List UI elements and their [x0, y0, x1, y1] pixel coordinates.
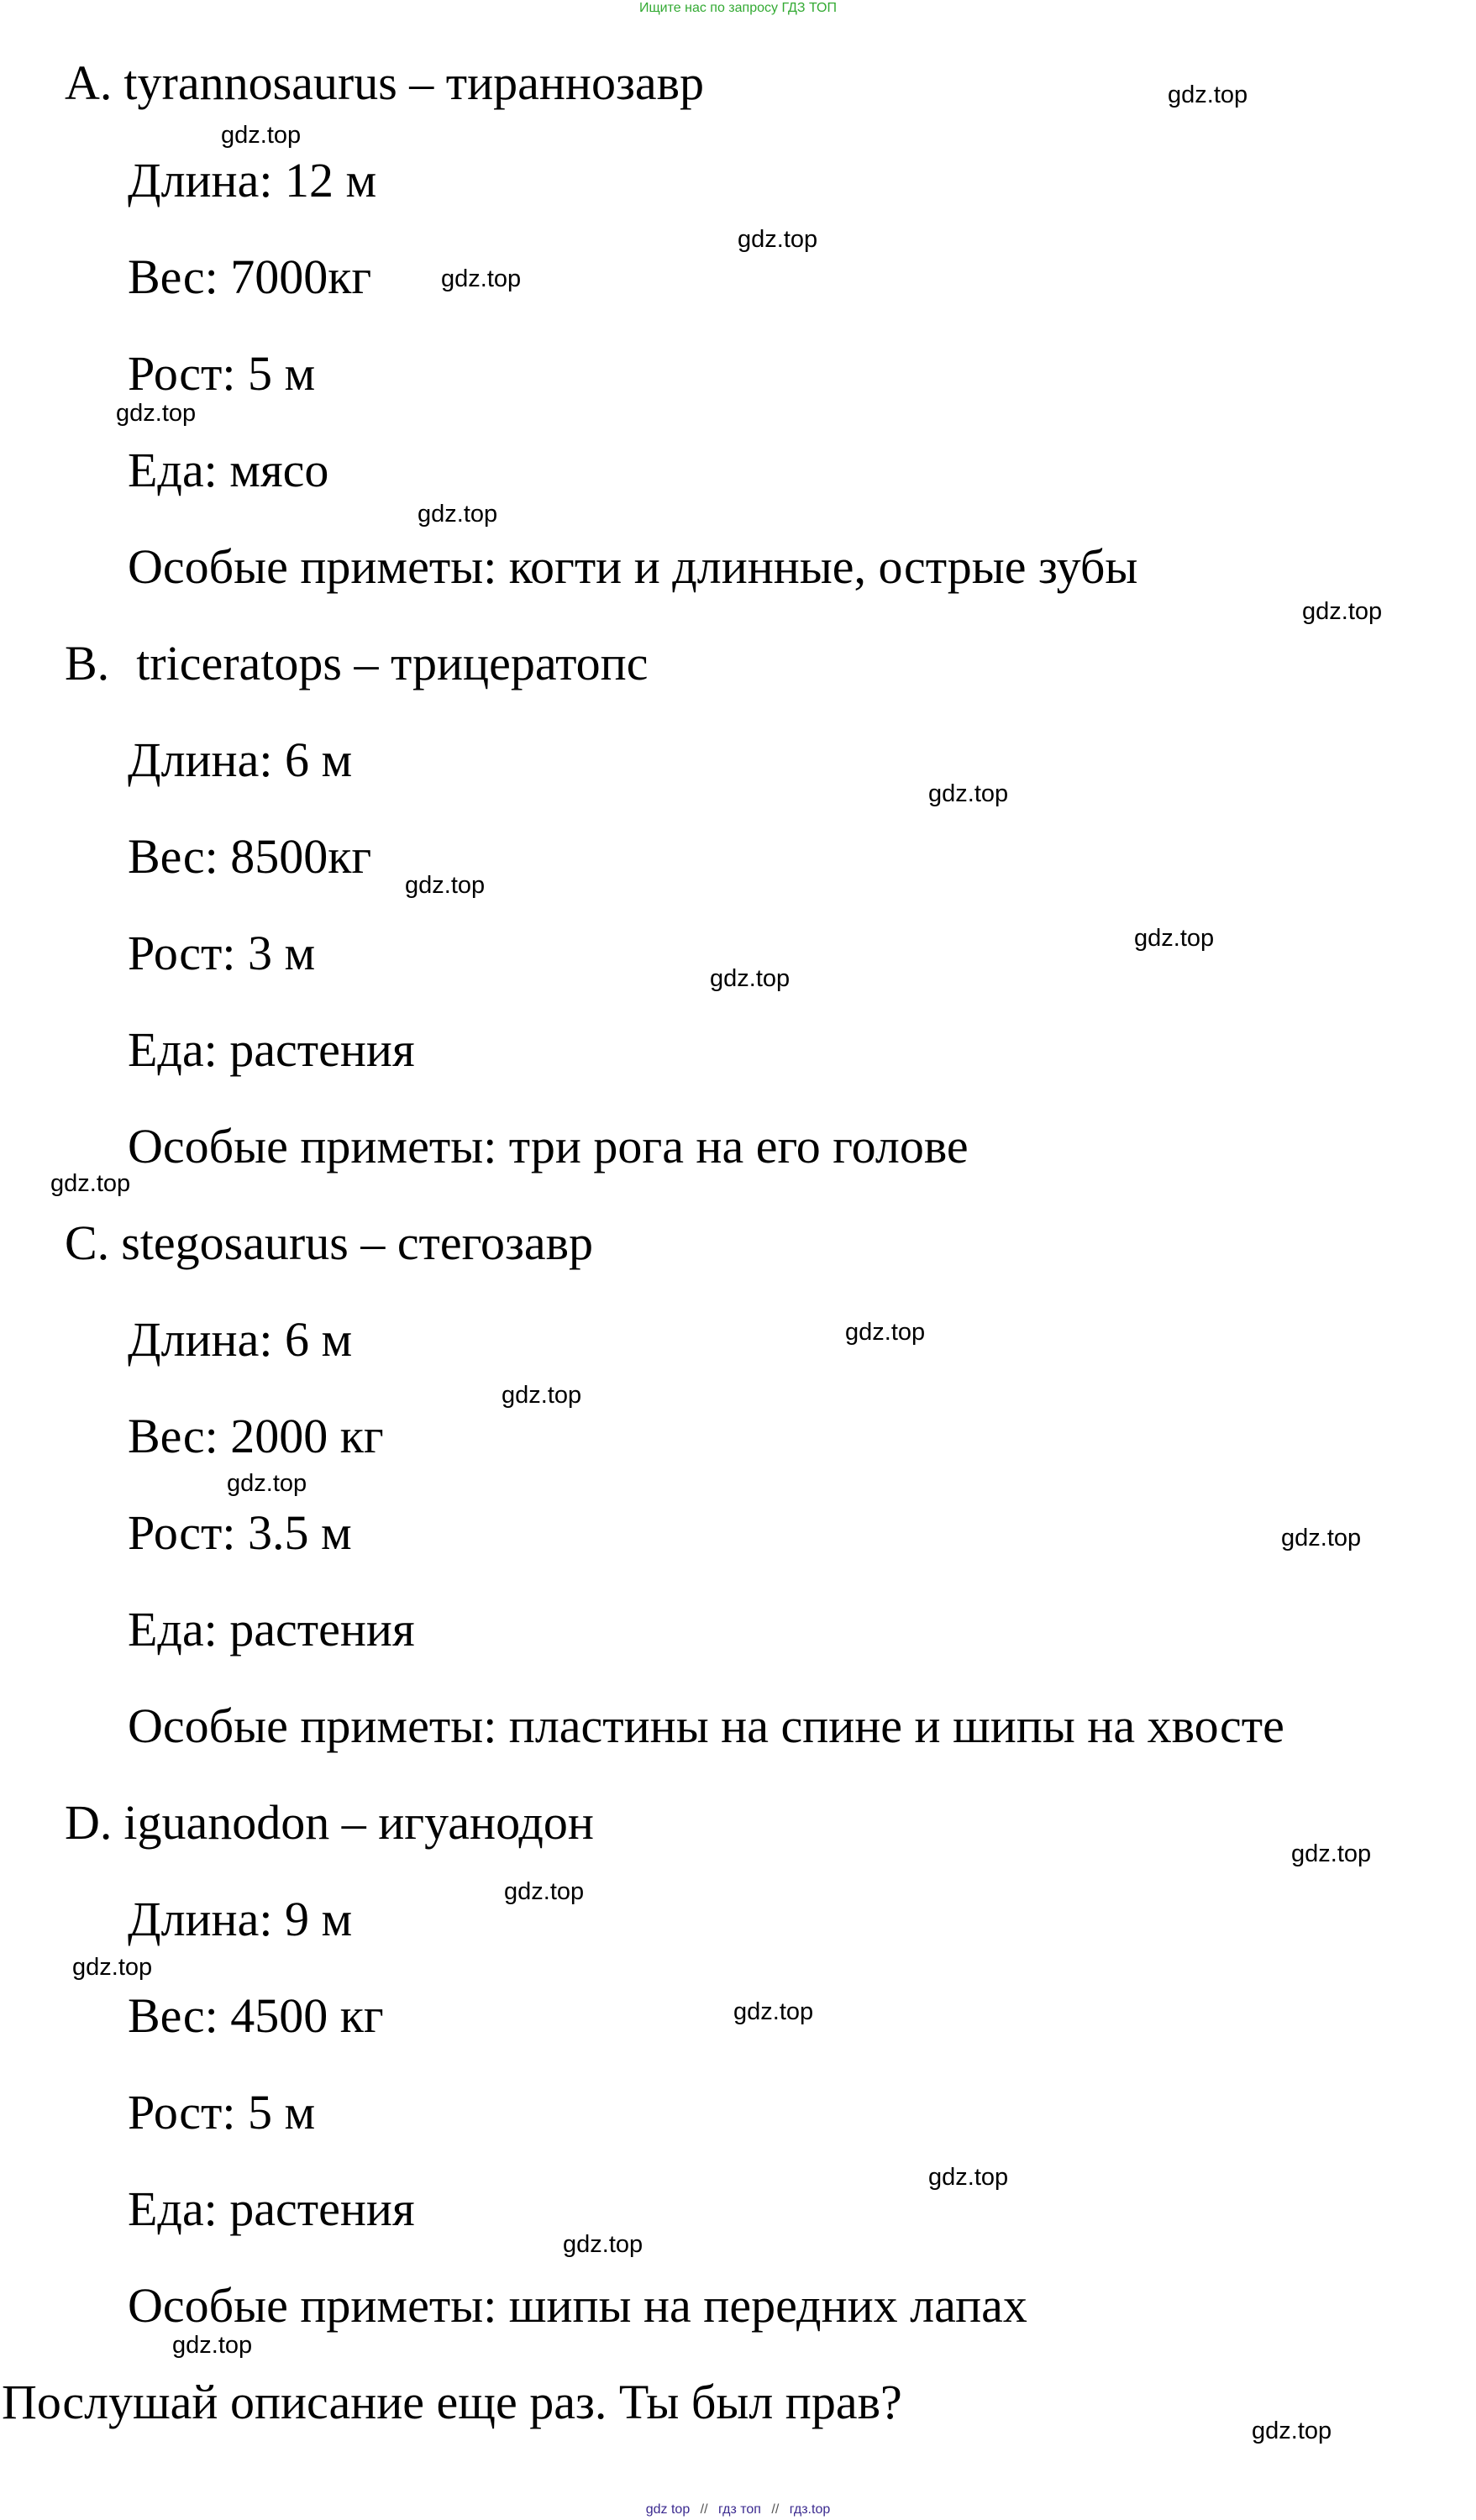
section-c-letter: C. — [65, 1215, 110, 1270]
section-a-height: Рост: 5 м — [128, 346, 316, 401]
section-d-features: Особые приметы: шипы на передних лапах — [128, 2278, 1027, 2333]
watermark: gdz.top — [116, 400, 197, 427]
footer-link-gdz-top-ru[interactable]: гдз топ — [718, 2502, 761, 2517]
section-a-heading — [65, 55, 705, 110]
watermark: gdz.top — [733, 1998, 814, 2025]
section-a-food: Еда: мясо — [128, 443, 329, 497]
section-a-letter: A. — [65, 55, 113, 110]
watermark: gdz.top — [405, 872, 486, 899]
section-c-weight: Вес: 2000 кг — [128, 1409, 384, 1463]
section-c-features: Особые приметы: пластины на спине и шипы на хвосте — [128, 1698, 1284, 1753]
watermark: gdz.top — [227, 1470, 307, 1497]
watermark: gdz.top — [1291, 1840, 1372, 1867]
section-a-length: Длина: 12 м — [128, 153, 377, 207]
section-c-height: Рост: 3.5 м — [128, 1505, 352, 1560]
section-d-height: Рост: 5 м — [128, 2085, 316, 2139]
watermark: gdz.top — [1281, 1525, 1362, 1551]
closing-question: Послушай описание еще раз. Ты был прав? — [2, 2375, 902, 2429]
watermark: gdz.top — [928, 780, 1009, 807]
watermark: gdz.top — [1134, 925, 1215, 952]
watermark: gdz.top — [710, 965, 791, 992]
section-d-weight: Вес: 4500 кг — [128, 1988, 384, 2043]
footer-separator: // — [700, 2502, 708, 2517]
watermark: gdz.top — [172, 2332, 253, 2359]
watermark: gdz.top — [845, 1319, 926, 1346]
section-c-food: Еда: растения — [128, 1602, 415, 1656]
section-b-height: Рост: 3 м — [128, 926, 316, 980]
watermark: gdz.top — [502, 1382, 582, 1409]
section-a-features: Особые приметы: когти и длинные, острые зубы — [128, 539, 1138, 594]
watermark: gdz.top — [738, 226, 818, 253]
section-b-food: Еда: растения — [128, 1022, 415, 1077]
watermark: gdz.top — [1302, 598, 1383, 625]
section-b-weight: Вес: 8500кг — [128, 829, 372, 884]
watermark: gdz.top — [72, 1954, 153, 1981]
section-d-food: Еда: растения — [128, 2181, 415, 2236]
footer-link-gdz-top[interactable]: gdz top — [645, 2502, 691, 2517]
section-a-title: tyrannosaurus – тираннозавр — [123, 55, 705, 110]
section-c-heading — [65, 1215, 594, 1270]
section-d-letter: D. — [65, 1795, 113, 1850]
footer-links — [0, 2502, 1476, 2517]
section-b-heading — [65, 636, 649, 690]
section-d-heading — [65, 1795, 594, 1850]
footer-separator: // — [771, 2502, 780, 2517]
watermark: gdz.top — [928, 2164, 1009, 2191]
section-b-title: triceratops – трицератопс — [136, 636, 649, 690]
section-b-length: Длина: 6 м — [128, 732, 353, 787]
section-b-letter: B. — [65, 636, 110, 690]
watermark: gdz.top — [221, 122, 302, 149]
footer-link-gdz-dot-top[interactable]: гдз.top — [789, 2502, 831, 2517]
top-banner: Ищите нас по запросу ГДЗ ТОП — [639, 1, 837, 15]
section-d-title: iguanodon – игуанодон — [123, 1795, 594, 1850]
watermark: gdz.top — [441, 265, 522, 292]
watermark: gdz.top — [50, 1170, 131, 1197]
watermark: gdz.top — [563, 2231, 643, 2258]
section-c-title: stegosaurus – стегозавр — [121, 1215, 594, 1270]
section-b-features: Особые приметы: три рога на его голове — [128, 1119, 969, 1173]
section-c-length: Длина: 6 м — [128, 1312, 353, 1367]
watermark: gdz.top — [1168, 81, 1248, 108]
watermark: gdz.top — [504, 1878, 585, 1905]
section-a-weight: Вес: 7000кг — [128, 249, 372, 304]
watermark: gdz.top — [1252, 2418, 1332, 2444]
watermark: gdz.top — [418, 501, 498, 528]
section-d-length: Длина: 9 м — [128, 1892, 353, 1946]
